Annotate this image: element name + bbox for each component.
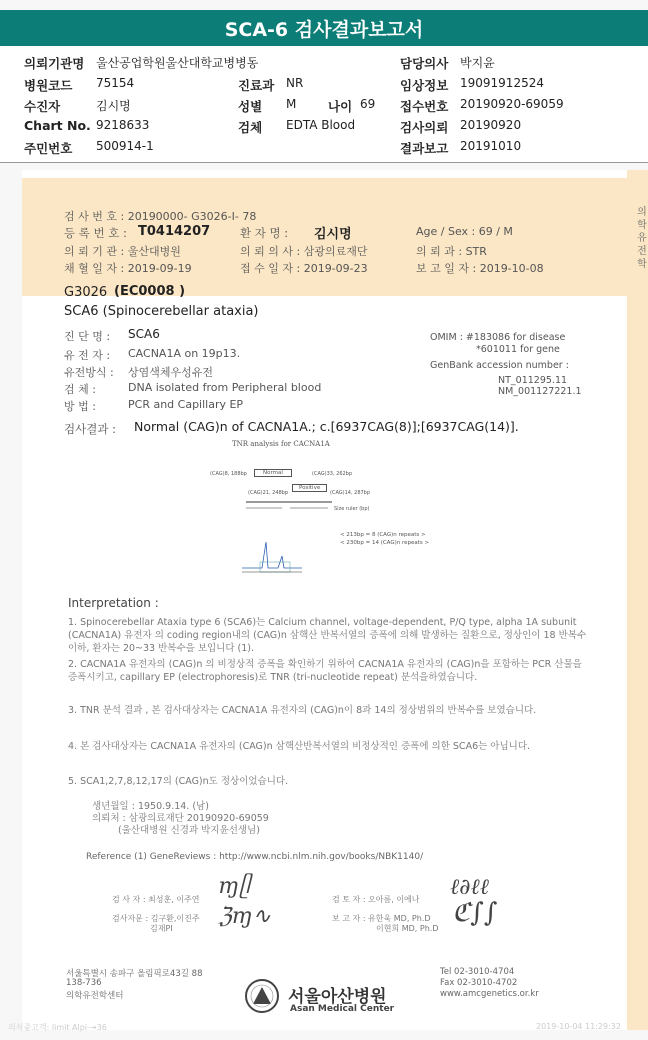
value-request-date: 20190920	[460, 118, 522, 132]
value-institution: 울산공업학원울산대학교병병동	[96, 56, 259, 70]
reg-number: T0414207	[138, 224, 211, 239]
advisors-2: 김재PI	[150, 924, 173, 933]
value-age: 69	[360, 97, 376, 111]
label-specimen: 검체	[238, 120, 263, 135]
address-line1: 서울특별시 송파구 올림픽로43길 88	[66, 969, 203, 979]
tnr-213bp: < 213bp = 8 (CAG)n repeats >	[340, 532, 426, 538]
advisor-signature: ℨɱ∿	[218, 904, 271, 929]
scanned-report	[22, 170, 647, 1030]
diagnosis-label: 진 단 명 :	[64, 330, 111, 343]
requester: 의뢰처 : 삼광의료재단 20190920-69059	[92, 813, 269, 824]
diagnosis-value: SCA6	[128, 327, 160, 341]
gene-value: CACNA1A on 19p13.	[128, 347, 241, 360]
exam-number: 검 사 번 호 : 20190000- G3026-I- 78	[64, 210, 257, 223]
omim-disease: OMIM : #183086 for disease	[430, 332, 566, 343]
report-title: SCA-6 검사결과보고서	[0, 10, 648, 46]
value-dept: NR	[286, 76, 304, 90]
value-patient: 김시명	[96, 99, 131, 113]
footer-watermark-left: 의식중고객: limit Alpi-→36	[8, 1023, 107, 1032]
footer-timestamp: 2019-10-04 11:29:32	[536, 1022, 621, 1031]
test-code: G3026	[64, 285, 108, 300]
receipt-date: 접 수 일 자 : 2019-09-23	[240, 262, 368, 275]
value-receipt-no: 20190920-69059	[460, 97, 564, 111]
value-clinical-info: 19091912524	[460, 76, 544, 90]
examiners: 검 사 자 : 최성훈, 이주연	[112, 895, 200, 904]
inheritance-value: 상염색체우성유전	[128, 366, 214, 379]
website: www.amcgenetics.or.kr	[440, 989, 539, 999]
birth-date: 생년월일 : 1950.9.14. (남)	[92, 801, 209, 812]
specimen-value: DNA isolated from Peripheral blood	[128, 381, 322, 394]
age-sex: Age / Sex : 69 / M	[416, 225, 513, 238]
electropherogram	[242, 498, 342, 578]
interpretation-p4: 4. 본 검사대상자는 CACNA1A 유전자의 (CAG)n 삼핵산반복서열의 비정상적인 증폭에 의한 SCA6는 아닙니다.	[68, 741, 531, 752]
hospital-name-english: Asan Medical Center	[290, 1004, 395, 1014]
value-chart-no: 9218633	[96, 118, 150, 132]
patient-name-label: 환 자 명 :	[240, 226, 289, 240]
genbank-label: GenBank accession number :	[430, 360, 569, 371]
interpretation-p3: 3. TNR 분석 결과 , 본 검사대상자는 CACNA1A 유전자의 (CAG)n이 8과 14의 정상범위의 반복수를 보였습니다.	[68, 705, 537, 716]
side-stripe	[627, 170, 648, 1030]
report-date: 보 고 일 자 : 2019-10-08	[416, 262, 544, 275]
label-clinical-info: 임상정보	[400, 78, 449, 93]
interpretation-p2: 2. CACNA1A 유전자의 (CAG)n 의 비정상적 증폭을 확인하기 위하여 CACNA1A 유전자의 (CAG)n을 포함하는 PCR 산물을 증폭시키고, capillary EP (electrophoresis)로 TNR (tri-nucleotide repeat) 분석을하였습니다.	[68, 659, 582, 683]
tnr-positive-box: Positive	[292, 484, 327, 492]
gene-label: 유 전 자 :	[64, 349, 111, 362]
requesting-doctor: 의 뢰 의 사 : 삼광의료재단	[240, 245, 368, 258]
method-label: 방 법 :	[64, 400, 96, 413]
label-sex: 성별	[238, 99, 263, 114]
collection-date: 채 혈 일 자 : 2019-09-19	[64, 262, 192, 275]
reg-number-label: 등 록 번 호 :	[64, 226, 127, 240]
label-chart-no: Chart No.	[24, 118, 91, 133]
reference: Reference (1) GeneReviews : http://www.ncbi.nlm.nih.gov/books/NBK1140/	[86, 852, 424, 862]
value-hospital-code: 75154	[96, 76, 135, 90]
tnr-label-14: (CAG)14, 287bp	[330, 490, 371, 496]
asan-foundation-logo	[244, 978, 280, 1014]
requester-detail: (울산대병원 신경과 박지윤선생님)	[118, 825, 260, 836]
requesting-institution: 의 뢰 기 관 : 울산대병원	[64, 245, 181, 258]
interpretation-title: Interpretation :	[68, 596, 159, 610]
specimen-label: 검 체 :	[64, 383, 96, 396]
label-doctor: 담당의사	[400, 56, 449, 71]
tnr-normal-box: Normal	[254, 469, 292, 477]
address-line3: 의학유전학센터	[66, 991, 124, 1001]
value-specimen: EDTA Blood	[286, 118, 356, 132]
result-value: Normal (CAG)n of CACNA1A.; c.[6937CAG(8)];[6937CAG(14)].	[134, 419, 519, 434]
omim-gene: *601011 for gene	[476, 344, 560, 355]
reviewer-signature: ℓ∂ℓℓ	[450, 875, 489, 900]
advisors: 검사자문 : 김구환,이진주	[112, 914, 200, 923]
inheritance-label: 유전방식 :	[64, 366, 114, 379]
tnr-figure-title: TNR analysis for CACNA1A	[232, 440, 330, 448]
test-name: SCA6 (Spinocerebellar ataxia)	[64, 304, 259, 319]
requesting-dept: 의 뢰 과 : STR	[416, 245, 487, 258]
label-dept: 진료과	[238, 78, 275, 93]
result-label: 검사결과 :	[64, 422, 116, 436]
report-header	[0, 46, 648, 163]
value-doctor: 박지윤	[460, 56, 495, 70]
label-institution: 의뢰기관명	[24, 56, 85, 71]
label-request-date: 검사의뢰	[400, 120, 449, 135]
reporter-signature: ℭ∫∫	[452, 898, 498, 928]
interpretation-p5: 5. SCA1,2,7,8,12,17의 (CAG)n도 정상이었습니다.	[68, 776, 289, 787]
hospital-name-korean: 서울아산병원	[288, 987, 387, 1007]
label-patient: 수진자	[24, 99, 61, 114]
examiner-signature: ɱᥫ	[218, 874, 250, 899]
label-age: 나이	[328, 99, 353, 114]
ec-code: (EC0008 )	[114, 284, 186, 299]
method-value: PCR and Capillary EP	[128, 398, 244, 411]
nm-accession: NM_001127221.1	[498, 386, 582, 397]
tnr-230bp: < 230bp = 14 (CAG)n repeats >	[340, 540, 430, 546]
label-hospital-code: 병원코드	[24, 78, 73, 93]
label-resident-no: 주민번호	[24, 141, 73, 156]
reporter-2: 이현희 MD, Ph.D	[376, 924, 439, 933]
reporter: 보 고 자 : 유한욱 MD, Ph.D	[332, 914, 431, 923]
value-sex: M	[286, 97, 297, 111]
value-resident-no: 500914-1	[96, 139, 154, 153]
value-report-date: 20191010	[460, 139, 522, 153]
reviewers: 검 토 자 : 오아름, 이에나	[332, 895, 420, 904]
label-receipt-no: 접수번호	[400, 99, 449, 114]
fax: Fax 02-3010-4702	[440, 978, 518, 988]
interpretation-p1: 1. Spinocerebellar Ataxia type 6 (SCA6)는 Calcium channel, voltage-dependent, P/Q type, alpha 1A subunit (CACNA1A) 유전자 의 coding region내의 (CAG)n 삼핵산 반복서열의 증폭에 의해 발생하는 질환으로, 정상인이 18 반복수 이하, 환자는 20~33 반복수을 보입니다 (1).	[68, 617, 587, 654]
patient-name: 김시명	[314, 227, 352, 242]
vertical-dept-label: 의학유전학	[637, 207, 647, 270]
tnr-label-33: (CAG)33, 262bp	[312, 471, 353, 477]
tnr-size-ruler: Size ruler (bp)	[334, 506, 370, 512]
telephone: Tel 02-3010-4704	[440, 967, 515, 977]
address-line2: 138-736	[66, 978, 102, 988]
label-report-date: 결과보고	[400, 141, 449, 156]
nt-accession: NT_011295.11	[498, 375, 568, 386]
tnr-label-21: (CAG)21, 248bp	[248, 490, 289, 496]
tnr-label-8: (CAG)8, 188bp	[210, 471, 247, 477]
